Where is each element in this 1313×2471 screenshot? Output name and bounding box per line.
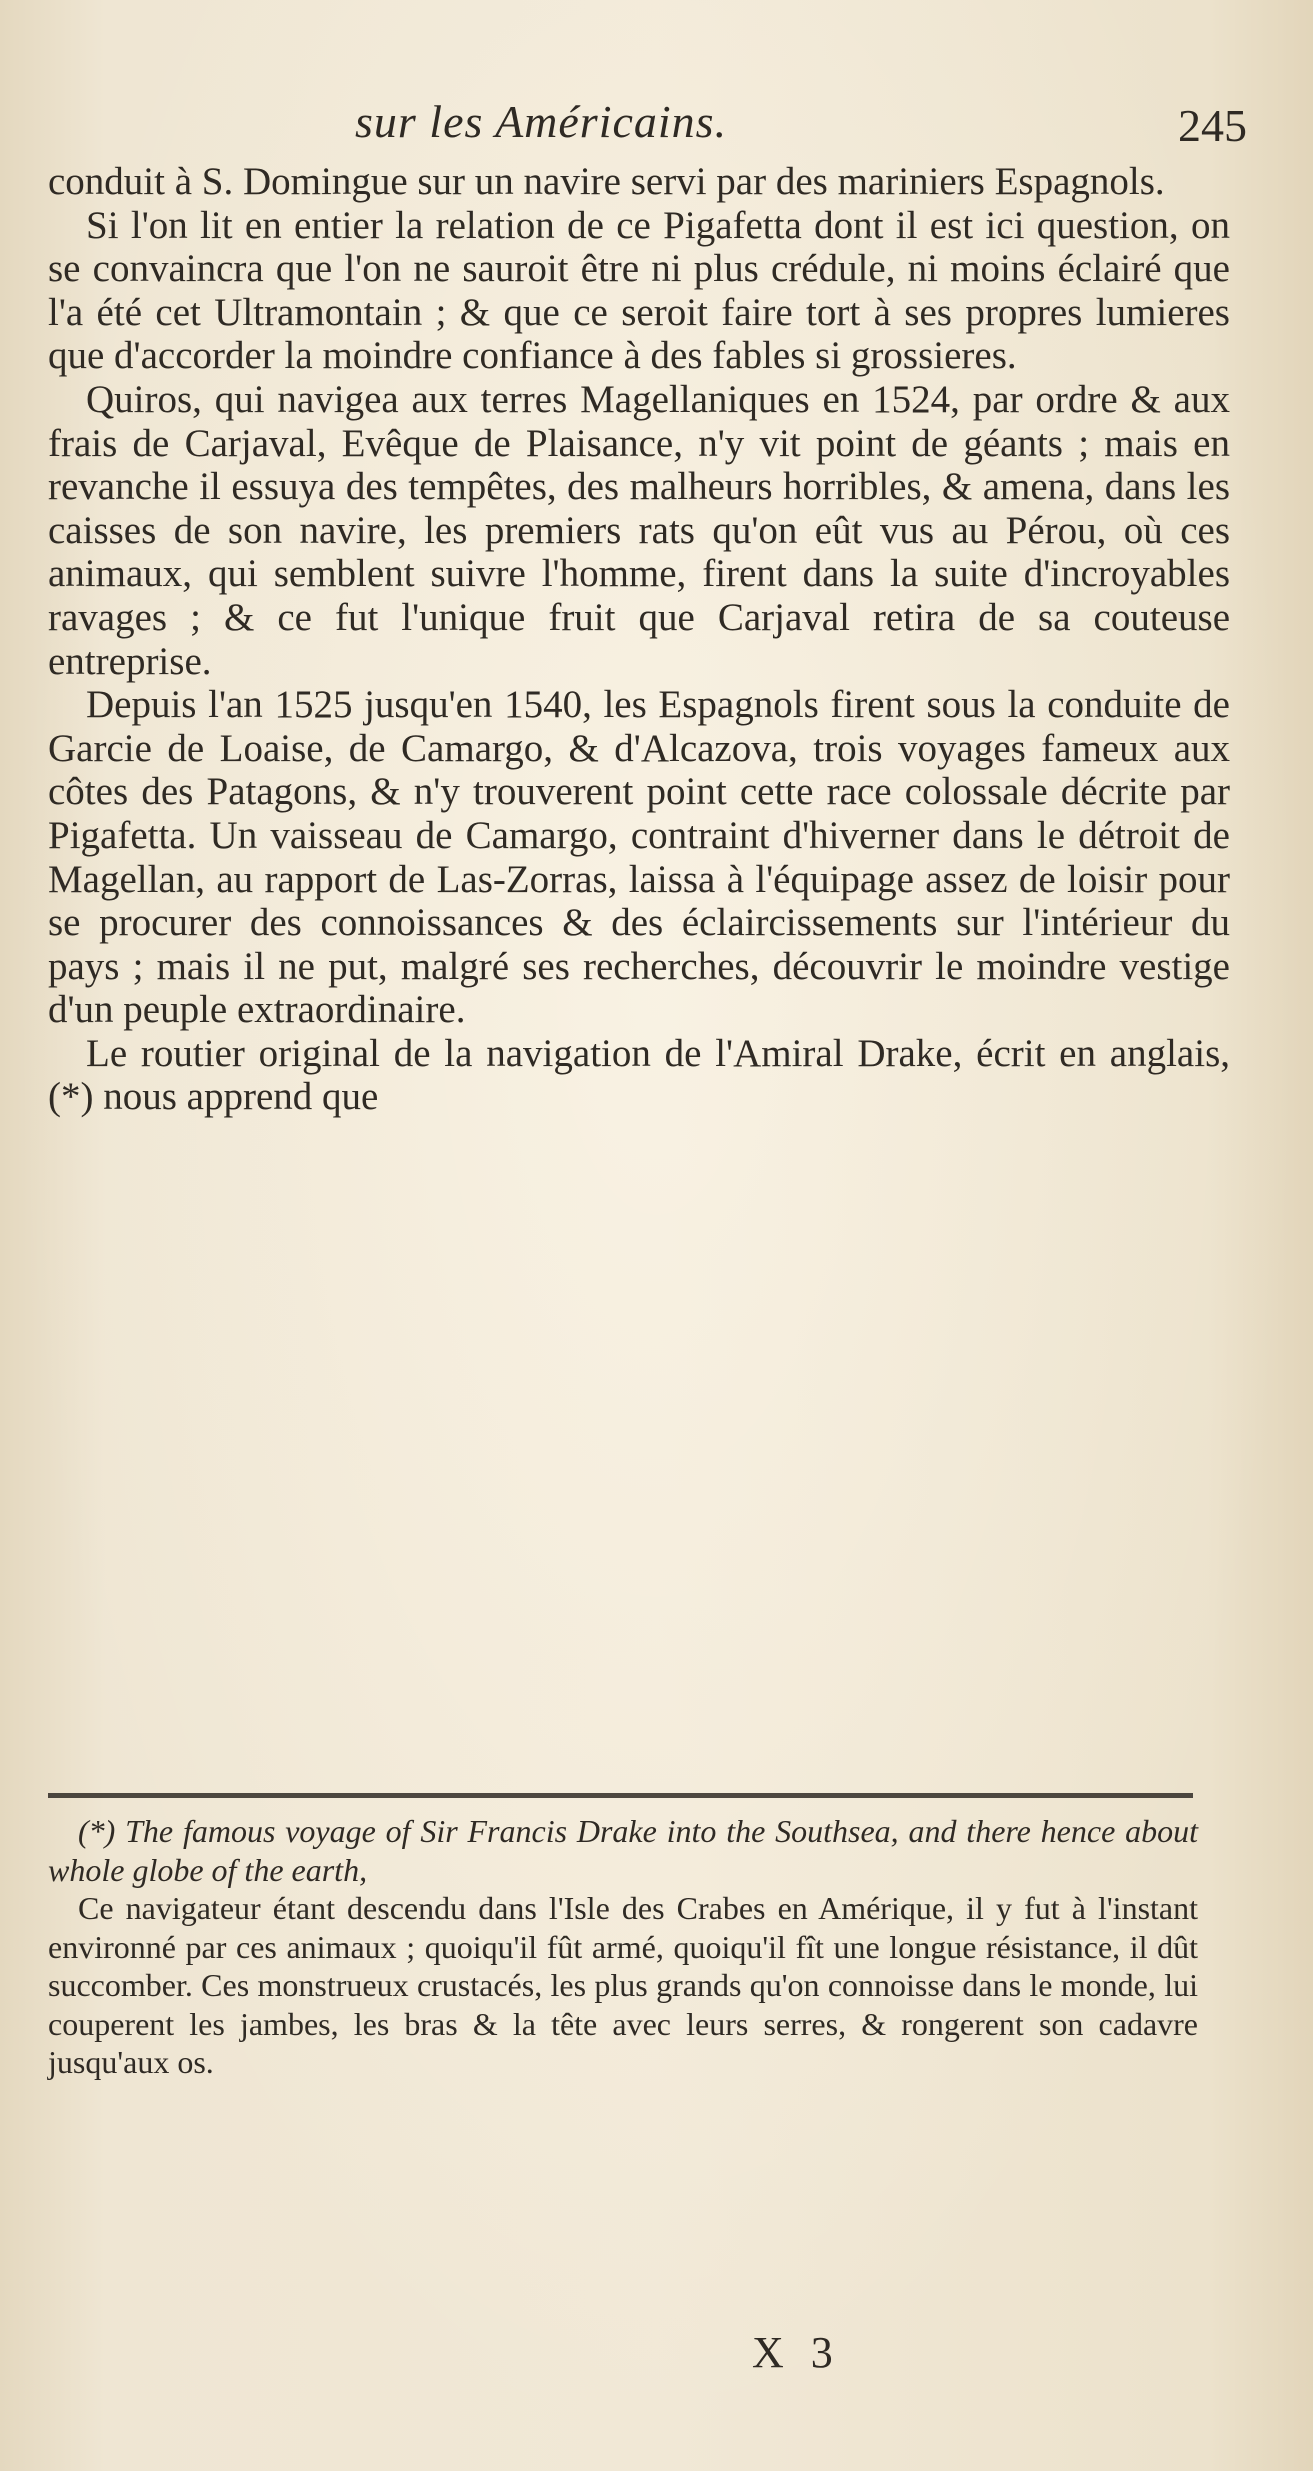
footnote	[48, 1812, 1198, 2082]
paragraph: Quiros, qui navigea aux terres Magellaniques en 1524, par ordre & aux frais de Carjaval, Evêque de Plaisance, n'y vit point de géants ; mais en revanche il essuya des tempêtes, des malheurs horribles, & amena, dans les caisses de son navire, les premiers rats qu'on eût vus au Pérou, où ces animaux, qui semblent suivre l'homme, firent dans la suite d'incroyables ravages ; & ce fut l'unique fruit que Carjaval retira de sa couteuse entreprise.	[48, 377, 1230, 683]
signature-mark: X 3	[752, 2328, 841, 2377]
paragraph: Si l'on lit en entier la relation de ce Pigafetta dont il est ici question, on se convaincra que l'on ne sauroit être ni plus crédule, ni moins éclairé que l'a été cet Ultramontain ; & que ce seroit faire tort à ses propres lumieres que d'accorder la moindre confiance à des fables si grossieres.	[48, 203, 1230, 378]
body-text	[48, 160, 1230, 1119]
page-number: 245	[1178, 100, 1247, 151]
footnote-divider	[48, 1793, 1193, 1798]
paragraph: conduit à S. Domingue sur un navire servi par des mariniers Espagnols.	[48, 160, 1165, 203]
running-head: sur les Américains.	[355, 96, 728, 147]
paragraph: Le routier original de la navigation de l'Amiral Drake, écrit en anglais, (*) nous apprend que	[48, 1031, 1230, 1119]
footnote-title: (*) The famous voyage of Sir Francis Drake into the Southsea, and there hence about whole globe of the earth,	[48, 1813, 1198, 1888]
paragraph: Depuis l'an 1525 jusqu'en 1540, les Espagnols firent sous la conduite de Garcie de Loaise, de Camargo, & d'Alcazova, trois voyages fameux aux côtes des Patagons, & n'y trouverent point cette race colossale décrite par Pigafetta. Un vaisseau de Camargo, contraint d'hiverner dans le détroit de Magellan, au rapport de Las-Zorras, laissa à l'équipage assez de loisir pour se procurer des connoissances & des éclaircissements sur l'intérieur du pays ; mais il ne put, malgré ses recherches, découvrir le moindre vestige d'un peuple extraordinaire.	[48, 683, 1230, 1032]
page-header	[0, 95, 1313, 155]
footnote-body: Ce navigateur étant descendu dans l'Isle des Crabes en Amérique, il y fut à l'instant environné par ces animaux ; quoiqu'il fût armé, quoiqu'il fît une longue résistance, il dût succomber. Ces monstrueux crustacés, les plus grands qu'on connoisse dans le monde, lui couperent les jambes, les bras & la tête avec leurs serres, & rongerent son cadavre jusqu'aux os.	[48, 1890, 1198, 2080]
